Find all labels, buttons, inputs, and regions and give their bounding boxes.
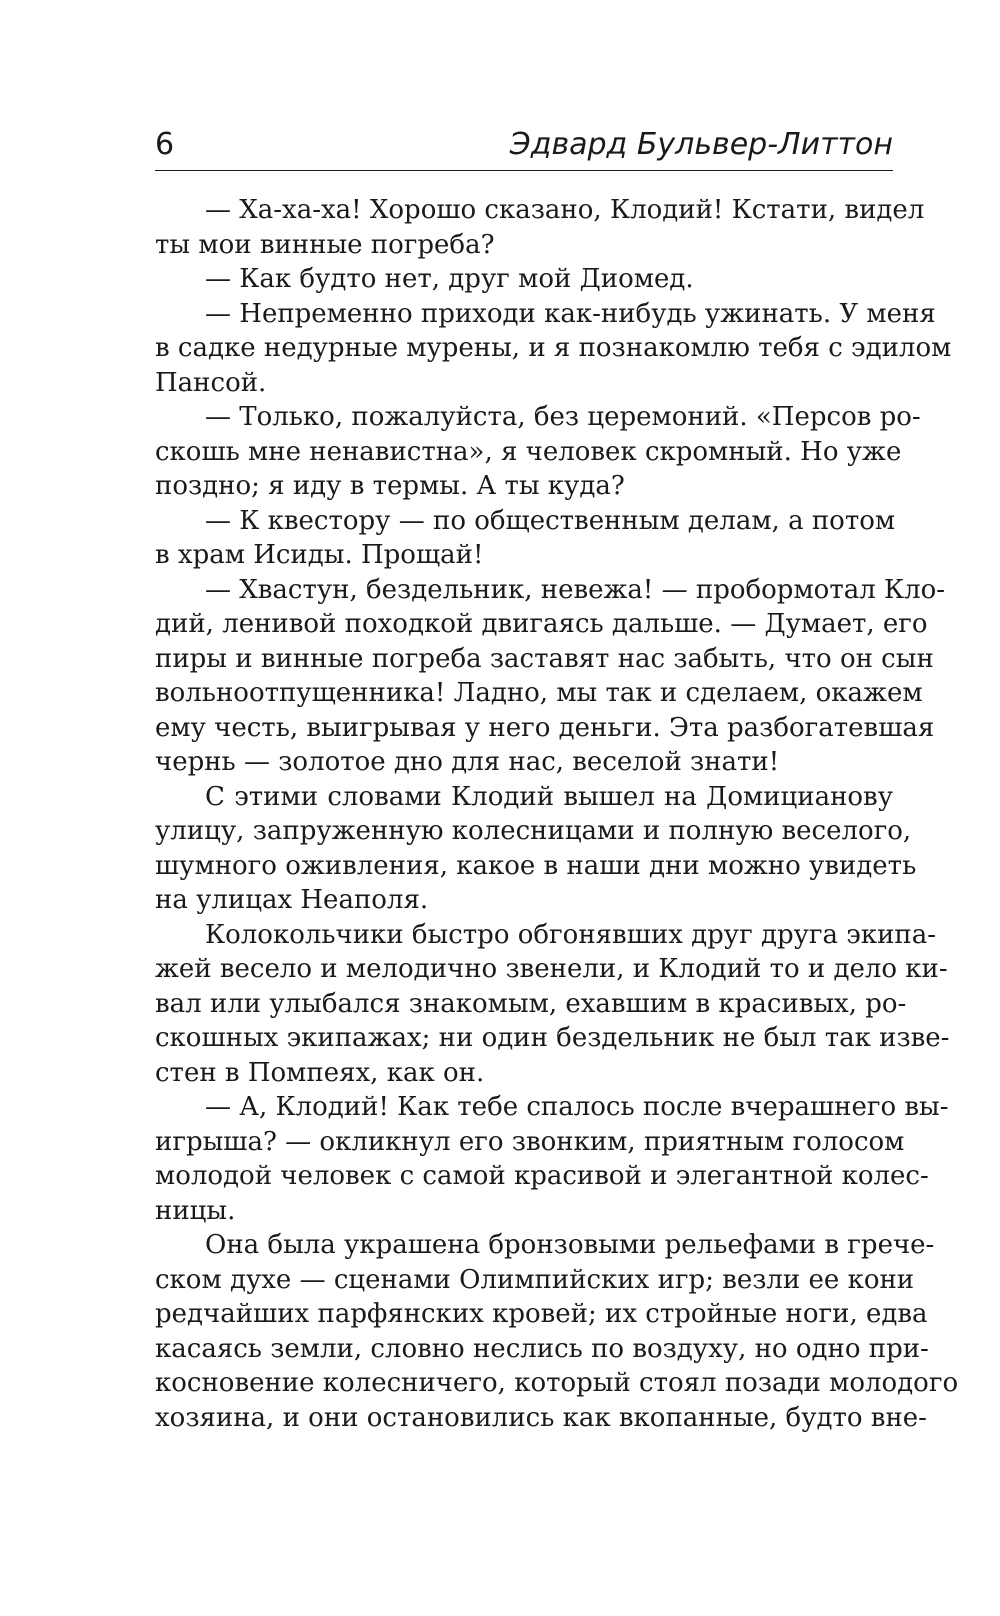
- text-line: вал или улыбался знакомым, ехавшим в красивых, ро-: [155, 988, 907, 1019]
- text-line: — Хвастун, бездельник, невежа! — пробормотал Кло-: [205, 574, 946, 605]
- text-line: хозяина, и они остановились как вкопанные, будто вне-: [155, 1402, 927, 1433]
- page-number: 6: [155, 127, 175, 162]
- text-line: — Только, пожалуйста, без церемоний. «Персов ро-: [205, 402, 921, 432]
- text-line: в садке недурные мурены, и я познакомлю тебя с эдилом: [155, 333, 952, 363]
- body-text: [155, 193, 959, 1435]
- text-line: — Как будто нет, друг мой Диомед.: [205, 264, 694, 294]
- text-line: ему честь, выигрывая у него деньги. Эта разбогатевшая: [155, 712, 935, 743]
- text-line: ском духе — сценами Олимпийских игр; везли ее кони: [155, 1264, 915, 1295]
- text-line: жей весело и мелодично звенели, и Клодий то и дело ки-: [155, 954, 948, 984]
- text-line: на улицах Неаполя.: [155, 885, 429, 915]
- text-line: игрыша? — окликнул его звонким, приятным голосом: [155, 1126, 905, 1157]
- text-line: молодой человек с самой красивой и элегантной колес-: [155, 1161, 929, 1191]
- text-line: — К квестору — по общественным делам, а потом: [205, 505, 896, 536]
- text-line: скошь мне ненавистна», я человек скромный. Но уже: [155, 436, 902, 467]
- text-line: вольноотпущенника! Ладно, мы так и сделаем, окажем: [155, 678, 923, 708]
- text-line: улицу, запруженную колесницами и полную веселого,: [155, 816, 912, 846]
- running-title: Эдвард Бульвер-Литтон: [509, 127, 893, 162]
- text-line: в храм Исиды. Прощай!: [155, 540, 484, 570]
- text-line: касаясь земли, словно неслись по воздуху, но одно при-: [155, 1333, 929, 1364]
- text-line: редчайших парфянских кровей; их стройные ноги, едва: [155, 1299, 928, 1329]
- text-line: чернь — золотое дно для нас, веселой знати!: [155, 747, 780, 777]
- text-line: ты мои винные погреба?: [155, 229, 495, 260]
- text-line: Пансой.: [155, 367, 267, 398]
- text-line: Колокольчики быстро обгонявших друг друга экипа-: [205, 919, 937, 950]
- text-line: поздно; я иду в термы. А ты куда?: [155, 471, 625, 501]
- text-line: ницы.: [155, 1195, 236, 1226]
- text-line: — Ха-ха-ха! Хорошо сказано, Клодий! Кстати, видел: [205, 195, 925, 225]
- text-line: С этими словами Клодий вышел на Домицианову: [205, 781, 893, 812]
- text-line: дий, ленивой походкой двигаясь дальше. — Думает, его: [155, 609, 928, 639]
- text-line: — А, Клодий! Как тебе спалось после вчерашнего вы-: [205, 1092, 949, 1122]
- text-line: косновение колесничего, который стоял позади молодого: [155, 1368, 959, 1398]
- text-line: шумного оживления, какое в наши дни можно увидеть: [155, 850, 917, 881]
- text-line: скошных экипажах; ни один бездельник не был так изве-: [155, 1023, 950, 1053]
- text-line: пиры и винные погреба заставят нас забыть, что он сын: [155, 643, 934, 674]
- running-header: [155, 122, 893, 171]
- text-line: — Непременно приходи как-нибудь ужинать. У меня: [205, 298, 936, 329]
- text-line: Она была украшена бронзовыми рельефами в грече-: [205, 1230, 935, 1260]
- text-line: стен в Помпеях, как он.: [155, 1057, 485, 1088]
